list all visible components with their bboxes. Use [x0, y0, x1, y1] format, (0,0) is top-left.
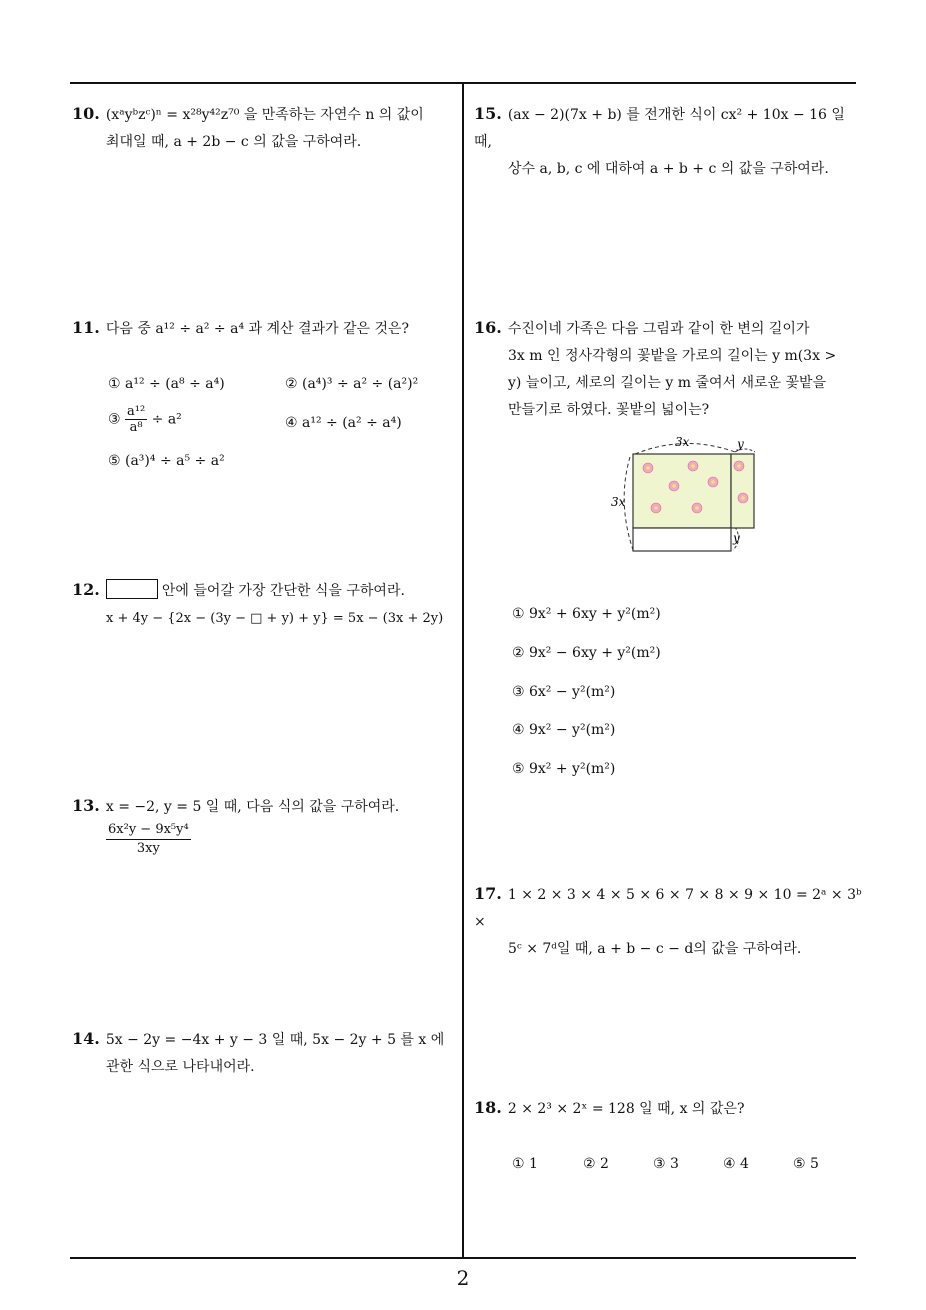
choice-rest: ÷ a²: [151, 411, 182, 428]
question-number: 16.: [474, 318, 502, 337]
question-17: [474, 880, 864, 963]
question-number: 13.: [72, 796, 100, 815]
question-11: [72, 314, 457, 343]
question-15: [474, 100, 859, 183]
question-number: 12.: [72, 580, 100, 599]
numerator: 6x²y − 9x⁵y⁴: [106, 821, 191, 840]
question-number: 15.: [474, 104, 502, 123]
question-12: [72, 576, 457, 632]
question-number: 10.: [72, 104, 100, 123]
choice-4[interactable]: ④ a¹² ÷ (a² ÷ a⁴): [285, 415, 402, 431]
denominator: 3xy: [136, 841, 160, 856]
fraction: [125, 404, 147, 435]
fraction: [106, 821, 191, 858]
label-right-top-y: y: [737, 437, 744, 451]
flowerbed-figure: [605, 432, 785, 562]
question-10: [72, 100, 457, 156]
question-text: 안에 들어갈 가장 간단한 식을 구하여라.: [161, 583, 405, 599]
question-number: 17.: [474, 884, 502, 903]
choice-3[interactable]: ③ 3: [653, 1156, 679, 1172]
question-16: [474, 314, 864, 424]
column-divider: [462, 82, 464, 1258]
question-13: [72, 792, 457, 858]
question-text: (xᵃyᵇzᶜ)ⁿ = x²⁸y⁴²z⁷⁰ 을 만족하는 자연수 n 의 값이: [105, 107, 424, 123]
question-text: 3x m 인 정사각형의 꽃밭을 가로의 길이는 y m(3x >: [508, 348, 837, 364]
question-number: 14.: [72, 1029, 100, 1048]
choice-2[interactable]: ② 2: [583, 1156, 609, 1172]
choice-3[interactable]: [108, 404, 182, 435]
question-text: y) 늘이고, 세로의 길이는 y m 줄여서 새로운 꽃밭을: [508, 375, 827, 391]
equation: x + 4y − {2x − (3y − □ + y) + y} = 5x − (3x + 2y): [106, 611, 444, 626]
choice-1[interactable]: ① 9x² + 6xy + y²(m²): [512, 606, 661, 622]
choice-4[interactable]: ④ 9x² − y²(m²): [512, 722, 616, 738]
numerator: a¹²: [127, 404, 146, 419]
question-text: 수진이네 가족은 다음 그림과 같이 한 변의 길이가: [507, 321, 810, 337]
question-text: x = −2, y = 5 일 때, 다음 식의 값을 구하여라.: [105, 799, 400, 815]
choice-2[interactable]: ② 9x² − 6xy + y²(m²): [512, 645, 661, 661]
choice-5[interactable]: ⑤ (a³)⁴ ÷ a⁵ ÷ a²: [108, 453, 225, 469]
choice-1[interactable]: ① a¹² ÷ (a⁸ ÷ a⁴): [108, 376, 225, 392]
question-text: 1 × 2 × 3 × 4 × 5 × 6 × 7 × 8 × 9 × 10 = 2ᵃ × 3ᵇ ×: [474, 887, 862, 930]
question-text: 상수 a, b, c 에 대하여 a + b + c 의 값을 구하여라.: [508, 161, 829, 177]
question-text: 2 × 2³ × 2ˣ = 128 일 때, x 의 값은?: [507, 1101, 745, 1117]
question-text: 최대일 때, a + 2b − c 의 값을 구하여라.: [106, 134, 362, 150]
choice-5[interactable]: ⑤ 9x² + y²(m²): [512, 761, 616, 777]
choice-1[interactable]: ① 1: [512, 1156, 538, 1172]
question-text: (ax − 2)(7x + b) 를 전개한 식이 cx² + 10x − 16 일 때,: [474, 107, 845, 150]
question-18: [474, 1094, 859, 1123]
question-14: [72, 1025, 457, 1081]
question-number: 11.: [72, 318, 100, 337]
question-number: 18.: [474, 1098, 502, 1117]
page-number: 2: [456, 1266, 470, 1290]
label-right-bottom-y: y: [733, 531, 740, 545]
label-left-3x: 3x: [611, 495, 626, 509]
question-text: 5x − 2y = −4x + y − 3 일 때, 5x − 2y + 5 를 x 에: [105, 1032, 445, 1048]
label-top-3x: 3x: [675, 435, 690, 449]
question-text: 만들기로 하였다. 꽃밭의 넓이는?: [508, 402, 710, 418]
question-text: 다음 중 a¹² ÷ a² ÷ a⁴ 과 계산 결과가 같은 것은?: [105, 321, 410, 337]
choice-4[interactable]: ④ 4: [723, 1156, 749, 1172]
bottom-rule: [70, 1257, 856, 1259]
denominator: a⁸: [129, 420, 143, 435]
choice-mark: ③: [108, 411, 121, 428]
question-text: 관한 식으로 나타내어라.: [106, 1059, 255, 1075]
choice-3[interactable]: ③ 6x² − y²(m²): [512, 684, 616, 700]
choice-2[interactable]: ② (a⁴)³ ÷ a² ÷ (a²)²: [285, 376, 419, 392]
question-text: 5ᶜ × 7ᵈ일 때, a + b − c − d의 값을 구하여라.: [508, 941, 802, 957]
choice-5[interactable]: ⑤ 5: [793, 1156, 819, 1172]
blank-box: [106, 579, 158, 599]
